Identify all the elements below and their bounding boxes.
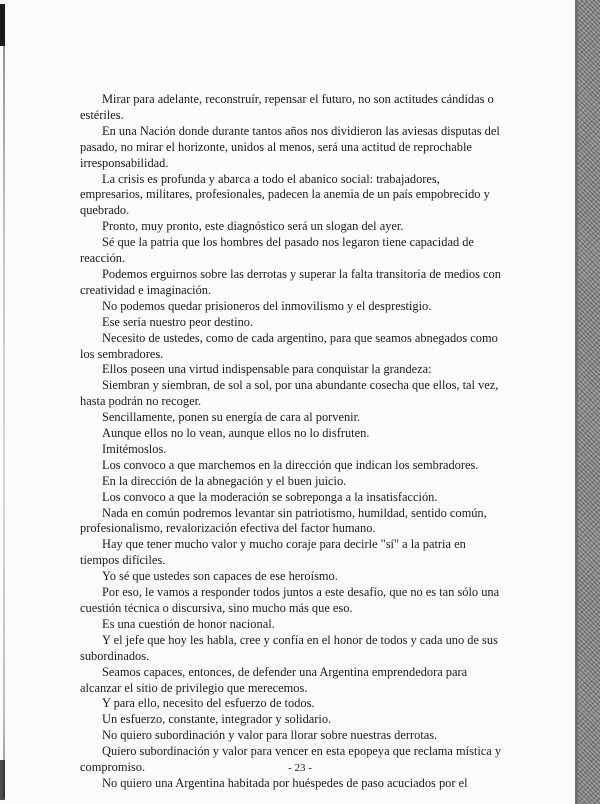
scan-edge-left-top (0, 4, 5, 46)
paragraph: Y el jefe que hoy les habla, cree y confía en el honor de todos y cada uno de sus subordinados. (80, 632, 498, 663)
paragraph: No quiero subordinación y valor para llorar sobre nuestras derrotas. (102, 728, 438, 743)
paragraph: Ese sería nuestro peor destino. (102, 314, 254, 329)
paragraph: Sencillamente, ponen su energía de cara al porvenir. (102, 410, 361, 425)
scan-edge-left (3, 6, 5, 798)
paragraph: Necesito de ustedes, como de cada argentino, para que seamos abnegados como los sembradores. (80, 330, 498, 361)
paragraph: Imitémoslos. (102, 441, 167, 456)
paragraph: Pronto, muy pronto, este diagnóstico será un slogan del ayer. (102, 219, 404, 234)
paragraph: Podemos erguirnos sobre las derrotas y superar la falta transitoria de medios con creatividad e imaginación. (80, 266, 501, 297)
paragraph: Siembran y siembran, de sol a sol, por una abundante cosecha que ellos, tal vez, hasta podrán no recoger. (80, 378, 499, 409)
paragraph: Los convoco a que marchemos en la dirección que indican los sembradores. (102, 457, 479, 472)
paragraph: Sé que la patria que los hombres del pasado nos legaron tiene capacidad de reacción. (80, 235, 474, 266)
body-text (80, 92, 505, 792)
paragraph: Hay que tener mucho valor y mucho coraje para decirle "sí" a la patria en tiempos difíciles. (80, 537, 466, 568)
paragraph: Aunque ellos no lo vean, aunque ellos no lo disfruten. (102, 426, 370, 441)
paragraph: Nada en común podremos levantar sin patriotismo, humildad, sentido común, profesionalismo, revalorización efectiva del factor humano. (80, 505, 487, 536)
scan-edge-right (578, 0, 600, 804)
paragraph: Ellos poseen una virtud indispensable para conquistar la grandeza: (102, 362, 432, 377)
paragraph: La crisis es profunda y abarca a todo el abanico social: trabajadores, empresarios, militares, profesionales, padecen la anemia de un país empobrecido y quebrado. (80, 171, 490, 218)
paragraph: No podemos quedar prisioneros del inmovilismo y el desprestigio. (102, 298, 432, 313)
paragraph: Yo sé que ustedes son capaces de ese heroísmo. (102, 569, 338, 584)
paragraph: Es una cuestión de honor nacional. (102, 616, 275, 631)
paragraph: Por eso, le vamos a responder todos juntos a este desafío, que no es tan sólo una cuestión técnica o discursiva, sino mucho más que eso. (80, 585, 500, 615)
paragraph: En una Nación donde durante tantos años nos dividieron las aviesas disputas del pasado, no mirar el horizonte, unidos al menos, será una actitud de reprochable irresponsabilidad. (80, 123, 500, 170)
paragraph: No quiero una Argentina habitada por huéspedes de paso acuciados por el (102, 775, 468, 790)
paragraph: Mirar para adelante, reconstruír, repensar el futuro, no son actitudes cándidas o estériles. (80, 92, 494, 122)
page-number: - 23 - (288, 762, 312, 774)
paragraph: Quiero subordinación y valor para vencer en esta epopeya que reclama mística y compromiso. (80, 744, 502, 775)
paragraph: En la dirección de la abnegación y el buen juicio. (102, 473, 347, 488)
paragraph: Seamos capaces, entonces, de defender una Argentina emprendedora para alcanzar el sitio de privilegio que merecemos. (80, 664, 468, 695)
paragraph: Un esfuerzo, constante, integrador y solidario. (102, 712, 332, 727)
paragraph: Los convoco a que la moderación se sobreponga a la insatisfacción. (102, 489, 438, 504)
paragraph: Y para ello, necesito del esfuerzo de todos. (102, 696, 315, 711)
